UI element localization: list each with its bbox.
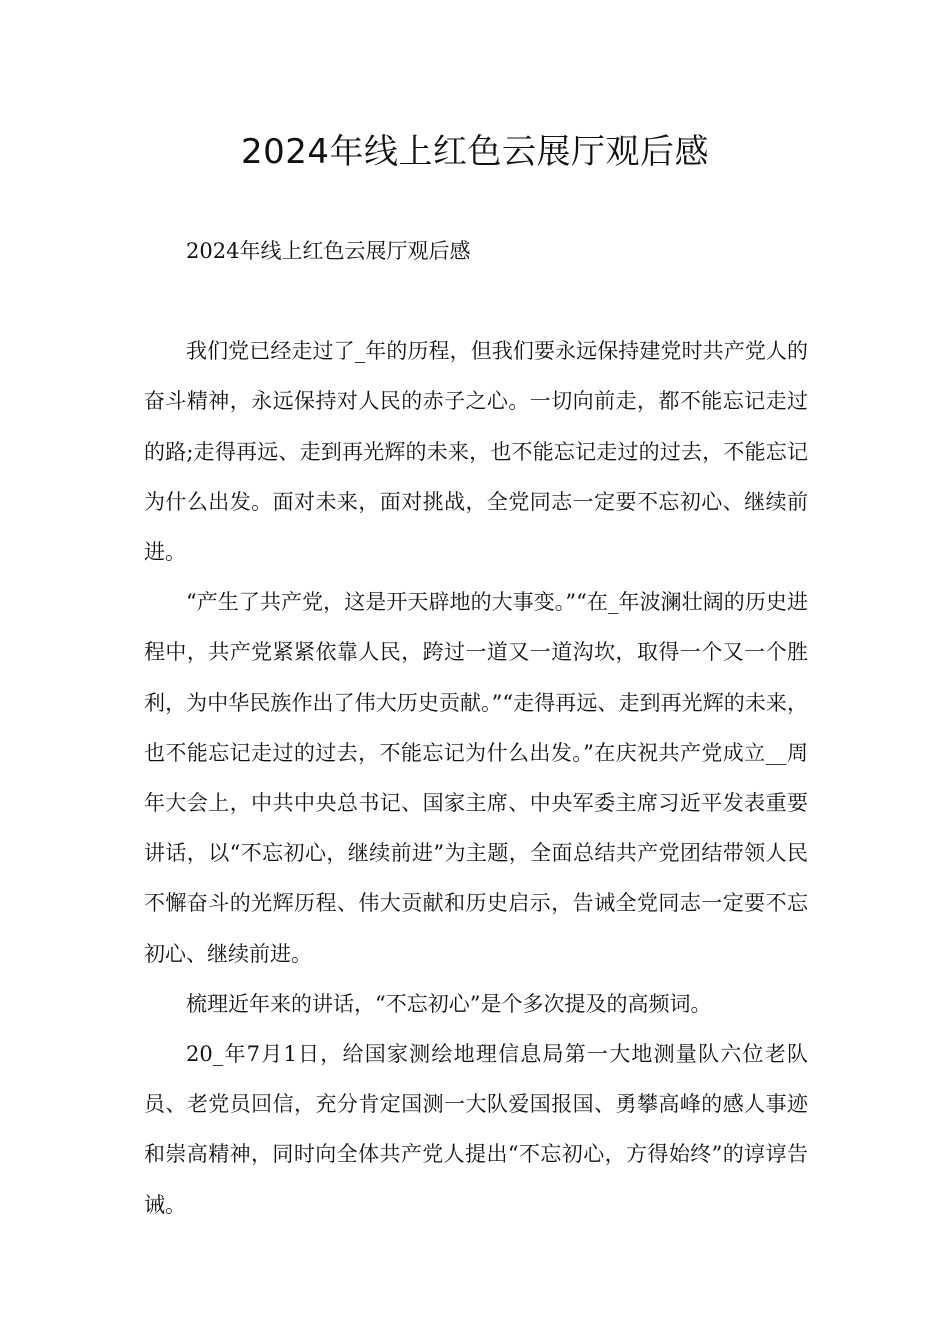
paragraph-4: 20_年7月1日，给国家测绘地理信息局第一大地测量队六位老队员、老党员回信，充分肯定国测一大队爱国报国、勇攀高峰的感人事迹和崇高精神，同时向全体共产党人提出“不忘初心，方得始终”的谆谆告诫。 bbox=[144, 1042, 808, 1217]
paragraph-1: 我们党已经走过了_年的历程，但我们要永远保持建党时共产党人的奋斗精神，永远保持对人民的赤子之心。一切向前走，都不能忘记走过的路;走得再远、走到再光辉的未来，也不能忘记走过的过去，不能忘记为什么出发。面对未来，面对挑战，全党同志一定要不忘初心、继续前进。 bbox=[144, 339, 808, 565]
document-subtitle: 2024年线上红色云展厅观后感 bbox=[186, 239, 471, 263]
document-title: 2024年线上红色云展厅观后感 bbox=[240, 132, 710, 172]
paragraph-3: 梳理近年来的讲话，“不忘初心”是个多次提及的高频词。 bbox=[186, 991, 712, 1016]
paragraph-2: “产生了共产党，这是开天辟地的大事变。”“在_年波澜壮阔的历史进程中，共产党紧紧依靠人民，跨过一道又一道沟坎，取得一个又一个胜利，为中华民族作出了伟大历史贡献。”“走得再远、走到再光辉的未来，也不能忘记走过的过去，不能忘记为什么出发。”在庆祝共产党成立__周年大会上，中共中央总书记、国家主席、中央军委主席习近平发表重要讲话，以“不忘初心，继续前进”为主题，全面总结共产党团结带领人民不懈奋斗的光辉历程、伟大贡献和历史启示，告诫全党同志一定要不忘初心、继续前进。 bbox=[144, 590, 808, 966]
document-body bbox=[144, 226, 808, 1230]
